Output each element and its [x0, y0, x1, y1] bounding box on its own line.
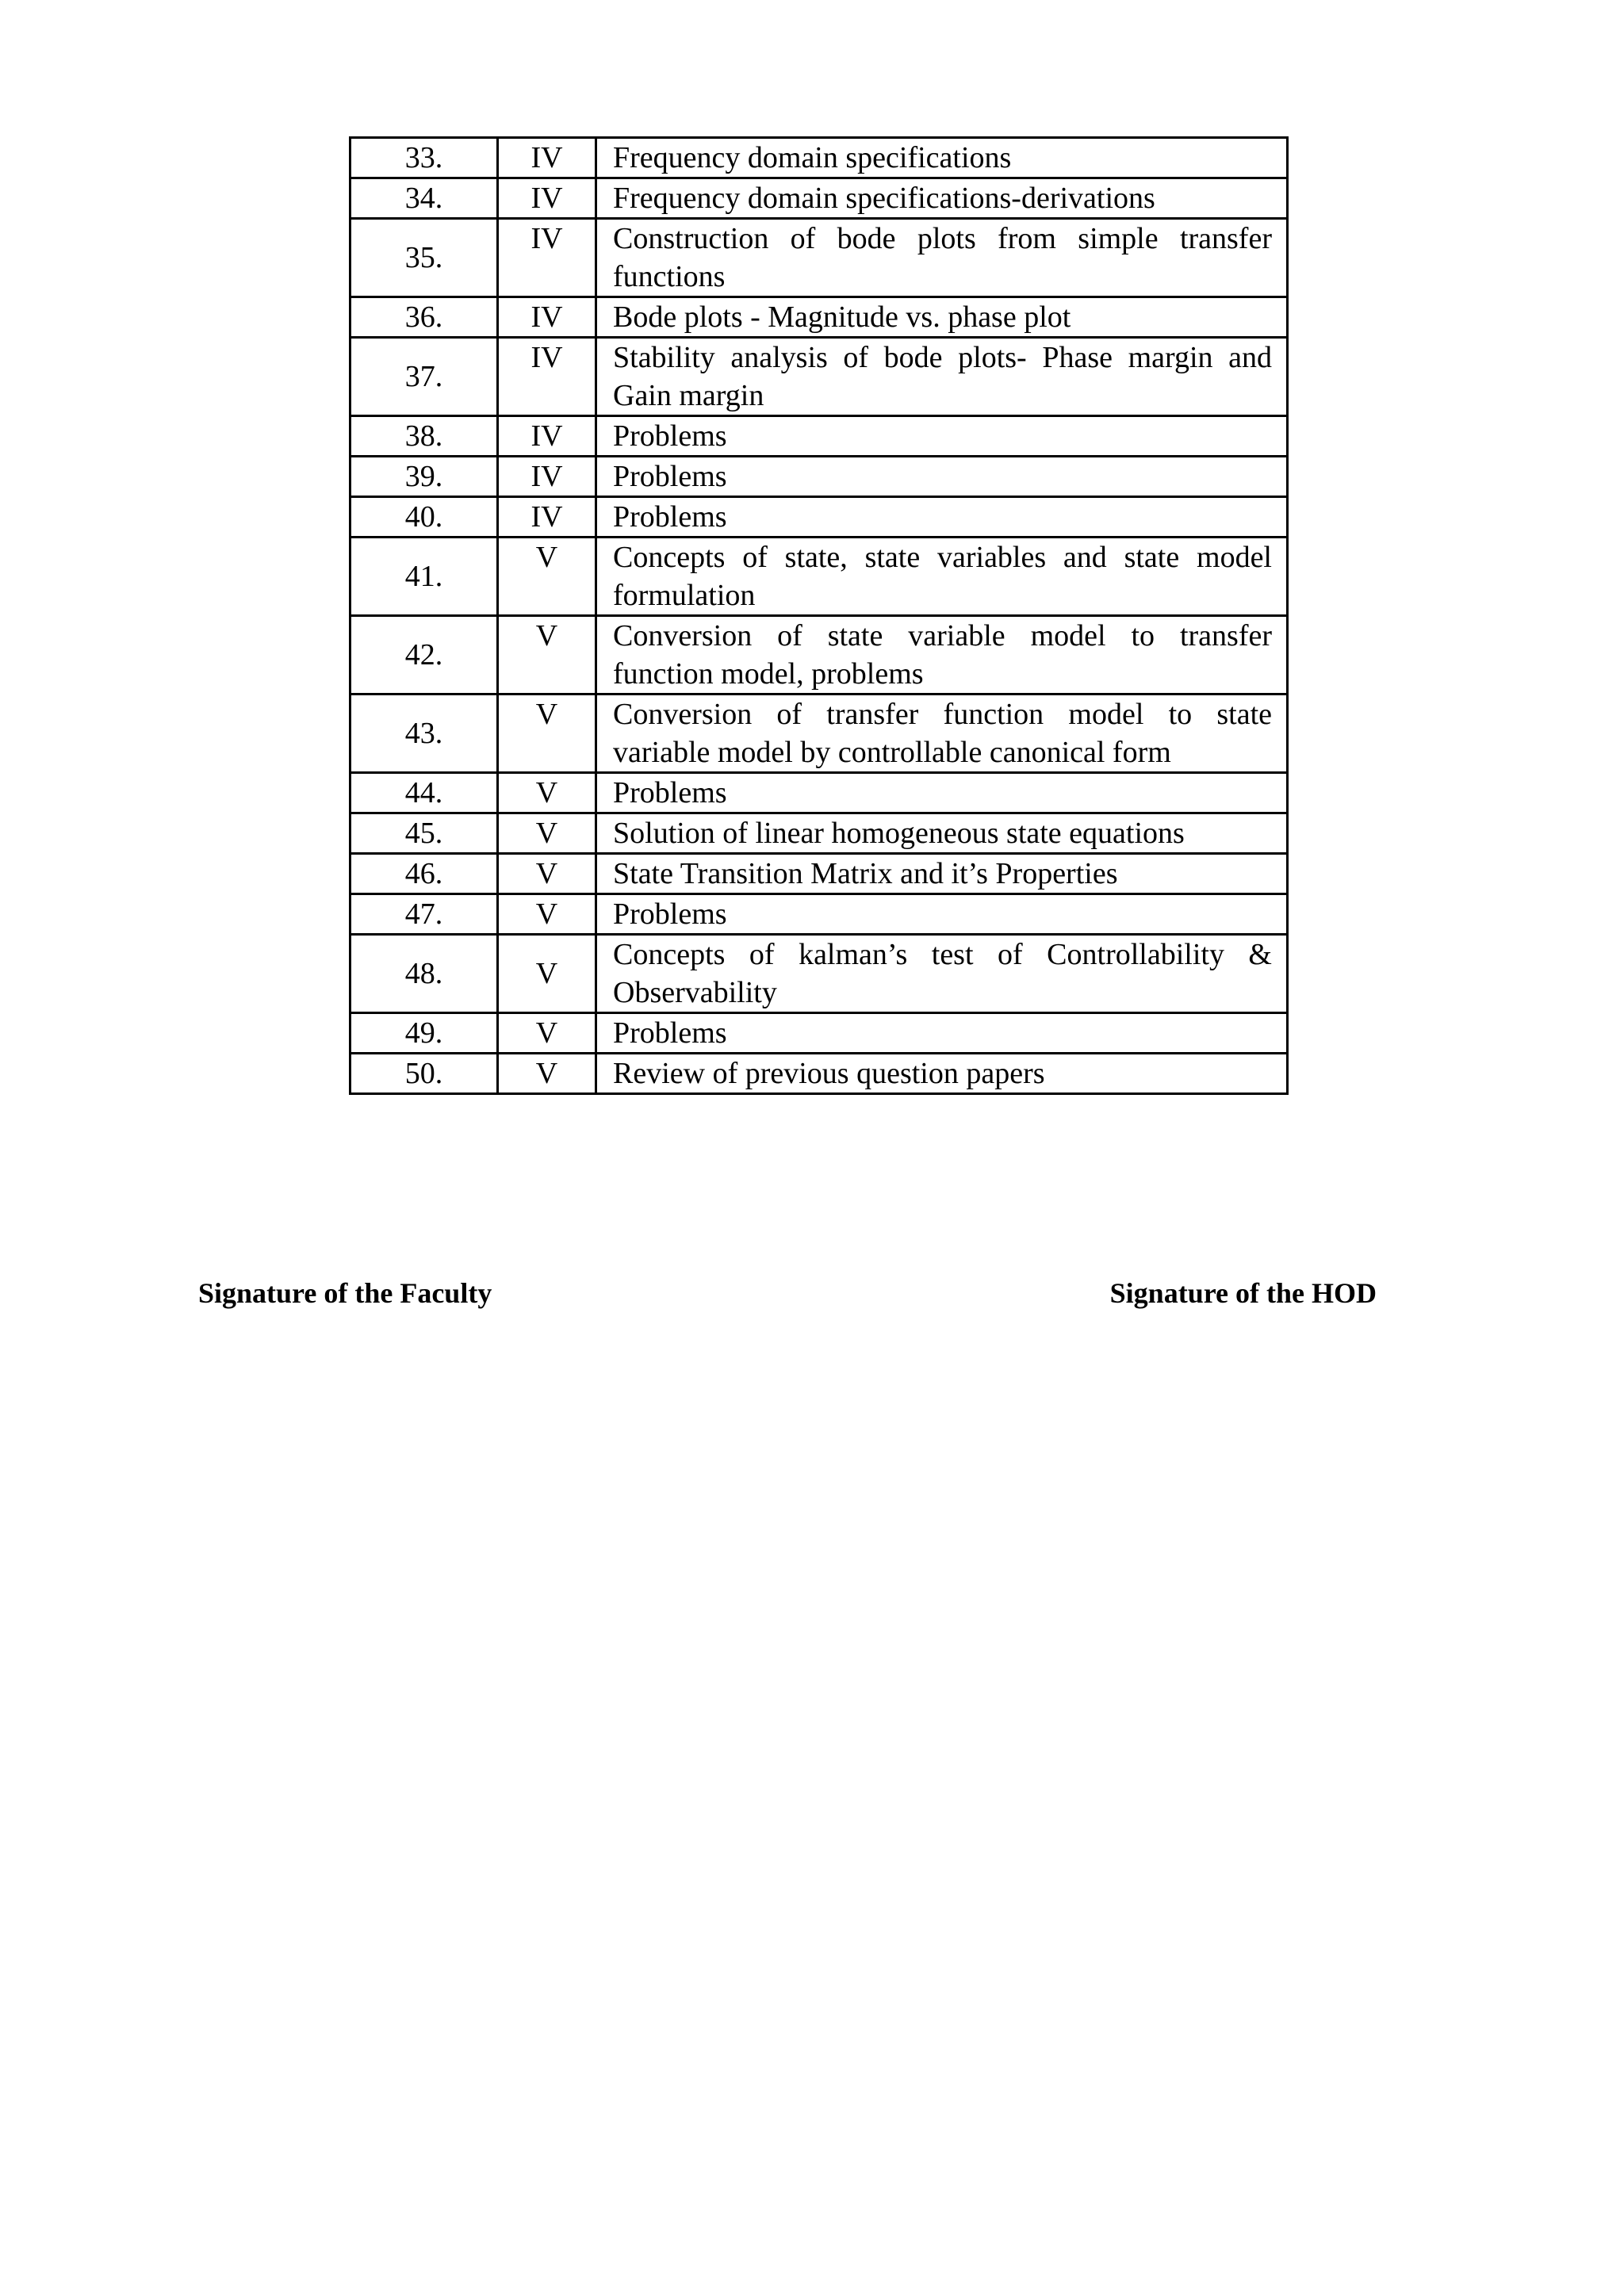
row-number: 41. [350, 538, 498, 616]
table-row [350, 457, 1288, 497]
table-row [350, 538, 1288, 616]
row-number: 37. [350, 338, 498, 416]
hod-signature-label: Signature of the HOD [1109, 1277, 1377, 1309]
row-topic: Conversion of state variable model to transfer function model, problems [596, 616, 1288, 695]
row-unit: IV [498, 138, 596, 178]
row-unit: IV [498, 457, 596, 497]
row-topic: Concepts of state, state variables and state model formulation [596, 538, 1288, 616]
row-topic: Bode plots - Magnitude vs. phase plot [596, 297, 1288, 338]
row-number: 42. [350, 616, 498, 695]
row-unit: V [498, 894, 596, 935]
row-topic: Problems [596, 497, 1288, 538]
row-number: 36. [350, 297, 498, 338]
table-row [350, 416, 1288, 457]
row-topic: Problems [596, 457, 1288, 497]
table-row [350, 773, 1288, 813]
row-number: 49. [350, 1013, 498, 1054]
row-unit: V [498, 773, 596, 813]
row-number: 46. [350, 854, 498, 894]
row-unit: V [498, 695, 596, 773]
row-number: 50. [350, 1054, 498, 1094]
row-topic: Construction of bode plots from simple transfer functions [596, 219, 1288, 297]
table-row [350, 1054, 1288, 1094]
row-number: 35. [350, 219, 498, 297]
row-topic: Frequency domain specifications [596, 138, 1288, 178]
table-row [350, 178, 1288, 219]
row-unit: V [498, 813, 596, 854]
table-row [350, 497, 1288, 538]
row-unit: V [498, 935, 596, 1013]
row-number: 44. [350, 773, 498, 813]
row-number: 33. [350, 138, 498, 178]
table-row [350, 935, 1288, 1013]
faculty-signature-label: Signature of the Faculty [198, 1277, 492, 1309]
row-unit: IV [498, 297, 596, 338]
row-unit: V [498, 538, 596, 616]
row-number: 40. [350, 497, 498, 538]
table-row [350, 616, 1288, 695]
row-unit: IV [498, 219, 596, 297]
row-topic: State Transition Matrix and it’s Properties [596, 854, 1288, 894]
row-number: 39. [350, 457, 498, 497]
row-number: 45. [350, 813, 498, 854]
row-unit: IV [498, 178, 596, 219]
table-row [350, 854, 1288, 894]
row-unit: IV [498, 338, 596, 416]
row-unit: IV [498, 416, 596, 457]
row-topic: Concepts of kalman’s test of Controllability & Observability [596, 935, 1288, 1013]
table-row [350, 138, 1288, 178]
row-unit: V [498, 854, 596, 894]
row-topic: Frequency domain specifications-derivations [596, 178, 1288, 219]
row-topic: Problems [596, 416, 1288, 457]
row-topic: Stability analysis of bode plots- Phase margin and Gain margin [596, 338, 1288, 416]
row-number: 47. [350, 894, 498, 935]
row-number: 48. [350, 935, 498, 1013]
table-row [350, 338, 1288, 416]
table-row [350, 297, 1288, 338]
row-number: 38. [350, 416, 498, 457]
row-unit: V [498, 1013, 596, 1054]
row-topic: Problems [596, 773, 1288, 813]
lesson-plan-table [349, 136, 1289, 1095]
row-topic: Solution of linear homogeneous state equations [596, 813, 1288, 854]
row-topic: Conversion of transfer function model to state variable model by controllable canonical form [596, 695, 1288, 773]
row-number: 34. [350, 178, 498, 219]
table-row [350, 219, 1288, 297]
row-topic: Problems [596, 1013, 1288, 1054]
table-row [350, 813, 1288, 854]
row-topic: Review of previous question papers [596, 1054, 1288, 1094]
table-row [350, 894, 1288, 935]
row-unit: V [498, 616, 596, 695]
row-topic: Problems [596, 894, 1288, 935]
lesson-plan-body [350, 138, 1288, 1094]
table-row [350, 695, 1288, 773]
row-unit: IV [498, 497, 596, 538]
table-row [350, 1013, 1288, 1054]
row-unit: V [498, 1054, 596, 1094]
row-number: 43. [350, 695, 498, 773]
